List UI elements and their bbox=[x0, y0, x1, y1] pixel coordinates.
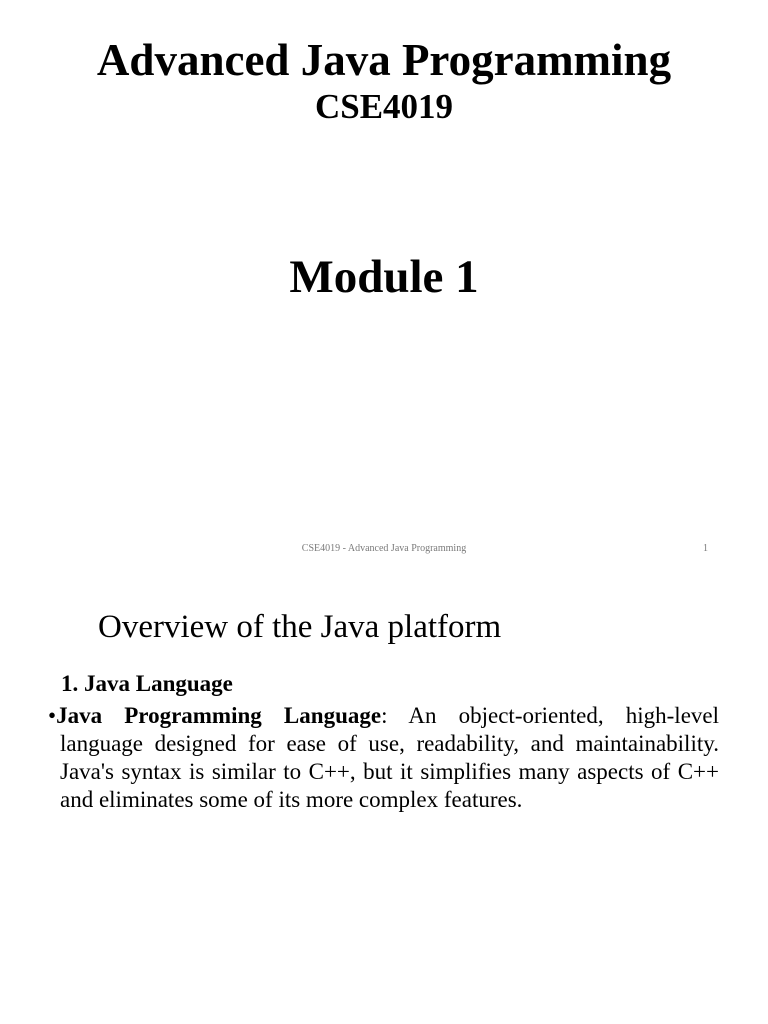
slide-2 bbox=[0, 570, 768, 1024]
course-code: CSE4019 bbox=[314, 87, 454, 126]
bullet-text: An object-oriented, high-level language designed for ease of use, readability, and maintainability. Java's syntax is similar to C++, but it simplifies many aspects of C++ and eliminates some of its more complex features. bbox=[60, 703, 719, 812]
page-number: 1 bbox=[703, 543, 708, 554]
slide-footer: CSE4019 - Advanced Java Programming bbox=[301, 543, 467, 554]
bullet-term: Java Programming Language bbox=[56, 703, 382, 728]
section-heading: 1. Java Language bbox=[61, 671, 233, 696]
bullet-marker: • bbox=[48, 703, 57, 728]
course-title: Advanced Java Programming bbox=[96, 35, 672, 85]
bullet-separator: : bbox=[381, 703, 388, 728]
bullet-paragraph bbox=[48, 702, 719, 814]
module-title: Module 1 bbox=[289, 251, 479, 303]
overview-heading: Overview of the Java platform bbox=[98, 609, 502, 645]
